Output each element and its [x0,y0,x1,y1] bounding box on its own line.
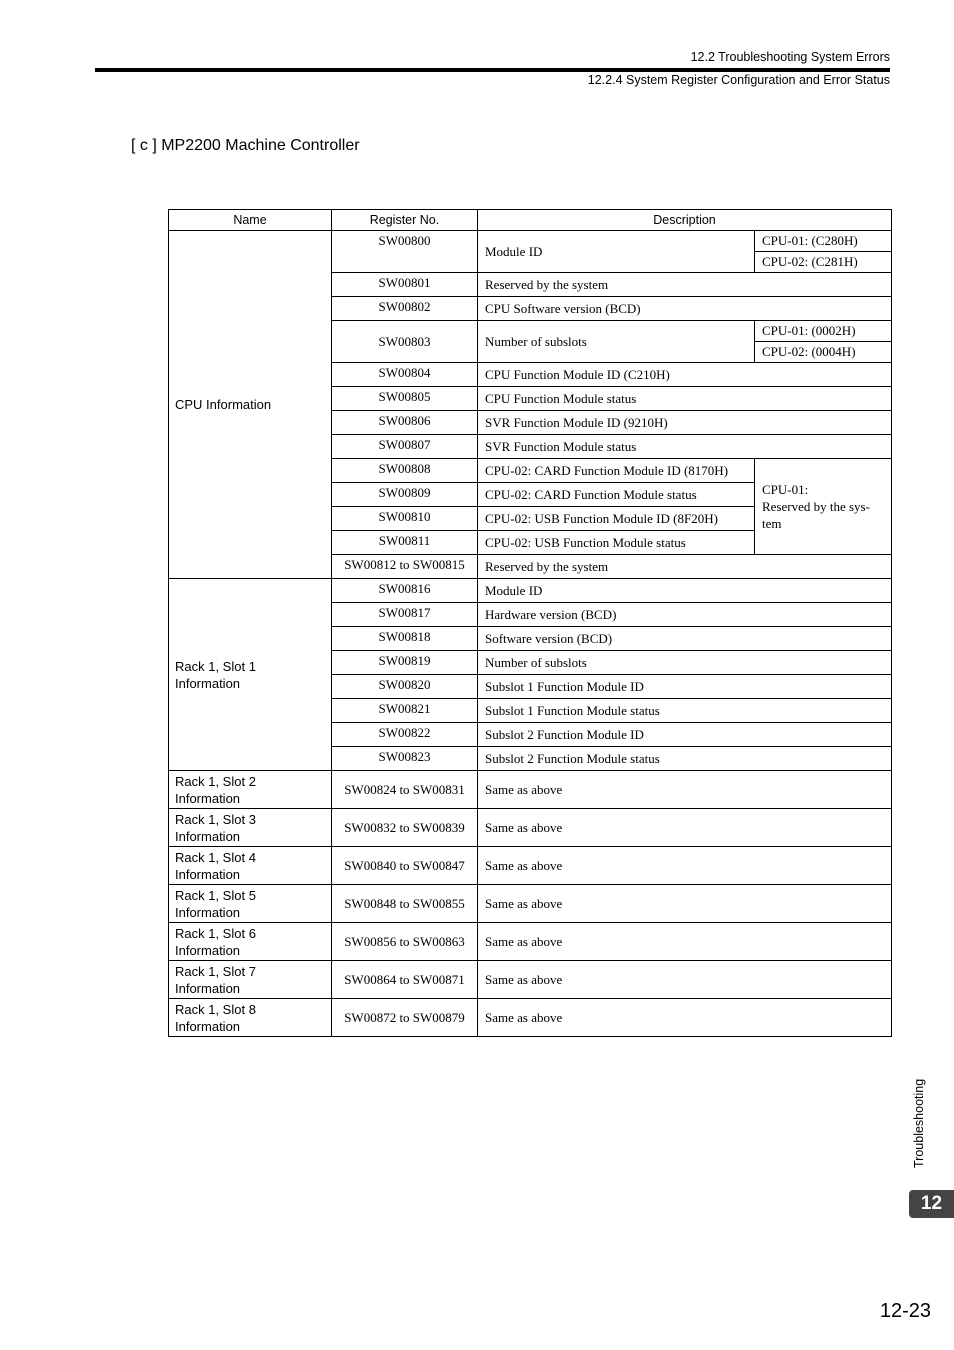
description-cell: CPU-02: USB Function Module ID (8F20H) [478,507,755,531]
name-line: Rack 1, Slot 6 [175,925,256,941]
name-line: Information [175,1018,241,1034]
name-line: Information [175,790,241,806]
description-cell: Hardware version (BCD) [478,603,892,627]
name-line: Rack 1, Slot 5 [175,887,256,903]
chapter-number-tab: 12 [909,1190,954,1218]
name-line: Rack 1, Slot 3 [175,811,256,827]
table-row [169,847,892,885]
name-line: Rack 1, Slot 2 [175,773,256,789]
register-cell: SW00816 [332,579,478,603]
note-line: tem [762,516,782,531]
sub-description-cell: CPU-01: (0002H) [755,321,892,342]
name-rack1-slot5 [169,885,332,923]
register-cell: SW00804 [332,363,478,387]
description-cell: Same as above [478,999,892,1037]
name-line: Information [175,904,241,920]
name-rack1-slot2 [169,771,332,809]
register-cell: SW00803 [332,321,478,363]
register-cell: SW00848 to SW00855 [332,885,478,923]
register-cell: SW00817 [332,603,478,627]
name-rack1-slot4 [169,847,332,885]
description-cell: Number of subslots [478,651,892,675]
register-cell: SW00807 [332,435,478,459]
sub-description-cell: CPU-02: (0004H) [755,342,892,363]
register-cell: SW00820 [332,675,478,699]
description-cell: Same as above [478,847,892,885]
register-cell: SW00864 to SW00871 [332,961,478,999]
register-cell: SW00823 [332,747,478,771]
description-cell: CPU Function Module status [478,387,892,411]
note-line: Reserved by the sys- [762,499,870,514]
description-cell: Subslot 2 Function Module ID [478,723,892,747]
table-row [169,885,892,923]
description-cell: Reserved by the system [478,273,892,297]
chapter-side-label [910,1062,928,1172]
side-label-text: Troubleshooting [912,1078,926,1168]
name-rack1-slot7 [169,961,332,999]
description-cell: Same as above [478,923,892,961]
name-line: Rack 1, Slot 4 [175,849,256,865]
name-rack1-slot8 [169,999,332,1037]
name-cpu-information: CPU Information [169,231,332,579]
description-cell: Subslot 1 Function Module ID [478,675,892,699]
system-register-table [168,209,892,1037]
header-description: Description [478,210,892,231]
name-line: Information [175,675,241,691]
sub-description-cell: CPU-01: (C280H) [755,231,892,252]
table-row [169,771,892,809]
register-cell: SW00812 to SW00815 [332,555,478,579]
register-cell: SW00821 [332,699,478,723]
header-register-no: Register No. [332,210,478,231]
name-rack1-slot3 [169,809,332,847]
header-rule [95,68,890,72]
register-cell: SW00800 [332,231,478,273]
table-row [169,579,892,603]
name-rack1-slot1 [169,579,332,771]
register-cell: SW00811 [332,531,478,555]
register-cell: SW00822 [332,723,478,747]
register-cell: SW00808 [332,459,478,483]
register-cell: SW00832 to SW00839 [332,809,478,847]
table-header-row [169,210,892,231]
page-number: 12-23 [879,1300,931,1322]
note-line: CPU-01: [762,482,809,497]
name-line: Information [175,980,241,996]
section-title: [ c ] MP2200 Machine Controller [131,137,360,154]
description-cell: SVR Function Module ID (9210H) [478,411,892,435]
running-header-section: 12.2 Troubleshooting System Errors [690,50,890,64]
description-cell: Same as above [478,809,892,847]
register-cell: SW00801 [332,273,478,297]
register-cell: SW00810 [332,507,478,531]
name-rack1-slot6 [169,923,332,961]
description-cell: Module ID [478,579,892,603]
header-name: Name [169,210,332,231]
description-cell: CPU Function Module ID (C210H) [478,363,892,387]
table-row [169,231,892,252]
register-cell: SW00840 to SW00847 [332,847,478,885]
name-line: Rack 1, Slot 8 [175,1001,256,1017]
description-cell: Reserved by the system [478,555,892,579]
name-line: Information [175,828,241,844]
sub-description-cell: CPU-02: (C281H) [755,252,892,273]
register-cell: SW00818 [332,627,478,651]
table-row [169,999,892,1037]
register-cell: SW00824 to SW00831 [332,771,478,809]
description-cell: Software version (BCD) [478,627,892,651]
description-cell: Number of subslots [478,321,755,363]
description-cell: Subslot 1 Function Module status [478,699,892,723]
description-cell: SVR Function Module status [478,435,892,459]
description-cell: CPU-02: CARD Function Module status [478,483,755,507]
description-cell: Same as above [478,771,892,809]
description-cell: Module ID [478,231,755,273]
register-cell: SW00856 to SW00863 [332,923,478,961]
description-cell: CPU-02: USB Function Module status [478,531,755,555]
register-cell: SW00805 [332,387,478,411]
name-line: Information [175,866,241,882]
name-line: Rack 1, Slot 1 [175,658,256,674]
table-row [169,923,892,961]
name-line: Information [175,942,241,958]
table-row [169,809,892,847]
register-cell: SW00809 [332,483,478,507]
description-cell: Subslot 2 Function Module status [478,747,892,771]
register-cell: SW00806 [332,411,478,435]
running-header-subsection: 12.2.4 System Register Configuration and Error Status [587,73,890,87]
description-cell: CPU Software version (BCD) [478,297,892,321]
description-cell: Same as above [478,885,892,923]
register-cell: SW00819 [332,651,478,675]
table-row [169,961,892,999]
name-line: Rack 1, Slot 7 [175,963,256,979]
description-cell: Same as above [478,961,892,999]
description-cell: CPU-02: CARD Function Module ID (8170H) [478,459,755,483]
register-cell: SW00872 to SW00879 [332,999,478,1037]
cpu01-reserved-note [755,459,892,555]
register-cell: SW00802 [332,297,478,321]
